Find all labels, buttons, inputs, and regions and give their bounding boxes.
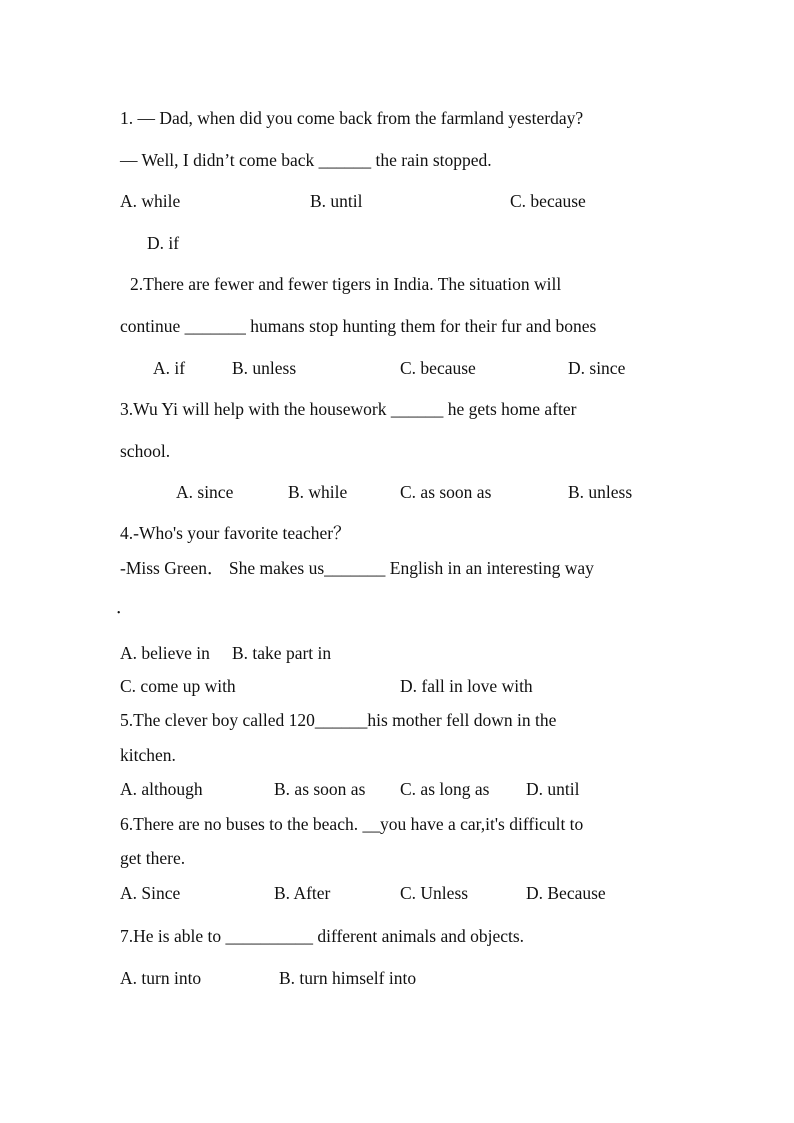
question-text: kitchen. <box>120 745 176 765</box>
option-d: D. until <box>526 779 580 799</box>
option-a: A. if <box>153 358 186 378</box>
option-b: B. until <box>310 191 363 211</box>
option-c: C. because <box>510 191 586 211</box>
question-text: 6.There are no buses to the beach. __you have a car,it's difficult to <box>120 814 584 834</box>
question-text: 2.There are fewer and fewer tigers in India. The situation will <box>130 274 562 294</box>
question-text: 1. — Dad, when did you come back from the farmland yesterday? <box>120 108 584 128</box>
option-c: C. Unless <box>400 883 469 903</box>
option-b: B. while <box>288 482 348 502</box>
option-c: C. because <box>400 358 476 378</box>
question-text: continue _______ humans stop hunting them for their fur and bones <box>120 316 597 336</box>
option-d: D. if <box>147 233 180 253</box>
option-a: A. although <box>120 779 203 799</box>
question-text: school. <box>120 441 171 461</box>
option-b: B. After <box>274 883 331 903</box>
question-text: 7.He is able to __________ different animals and objects. <box>120 926 525 946</box>
option-a: A. turn into <box>120 968 202 988</box>
option-a: A. Since <box>120 883 181 903</box>
option-c: C. as soon as <box>400 482 492 502</box>
question-text: get there. <box>120 848 186 868</box>
option-a: A. believe in <box>120 643 210 663</box>
option-d: D. Because <box>526 883 606 903</box>
option-a: A. since <box>176 482 234 502</box>
question-text: 5.The clever boy called 120______his mother fell down in the <box>120 710 557 730</box>
question-text: — Well, I didn’t come back ______ the rain stopped. <box>120 150 492 170</box>
question-text: ． <box>116 597 134 617</box>
question-text: 3.Wu Yi will help with the housework ______ he gets home after <box>120 399 577 419</box>
option-d: D. fall in love with <box>400 676 533 696</box>
option-c: C. as long as <box>400 779 490 799</box>
option-a: A. while <box>120 191 181 211</box>
question-text: -Miss Green． She makes us_______ English in an interesting way <box>120 558 594 578</box>
option-b: B. turn himself into <box>279 968 417 988</box>
option-b: B. as soon as <box>274 779 366 799</box>
option-c: C. come up with <box>120 676 236 696</box>
option-d: D. since <box>568 358 626 378</box>
question-text: 4.-Who's your favorite teacher？ <box>120 523 351 543</box>
option-b: B. take part in <box>232 643 332 663</box>
option-d: B. unless <box>568 482 633 502</box>
option-b: B. unless <box>232 358 297 378</box>
